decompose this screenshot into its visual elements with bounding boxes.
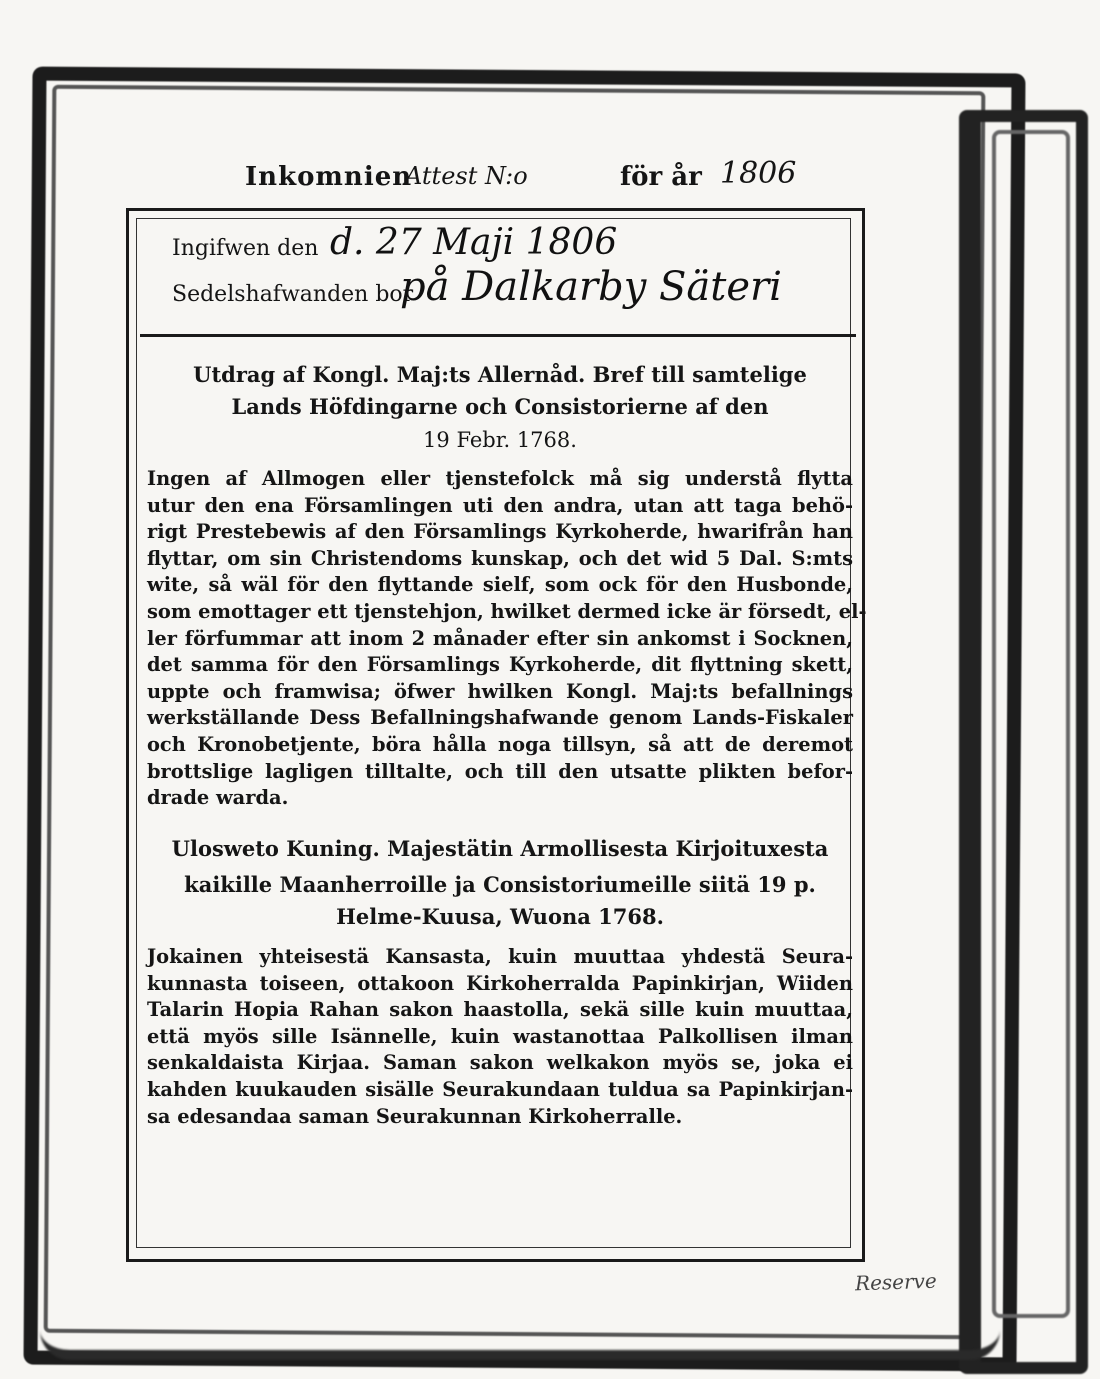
swedish-paragraph bbox=[147, 466, 867, 812]
finnish-line: että myös sille Isännelle, kuin wastanottaa Palkollisen ilman bbox=[147, 1024, 853, 1048]
residence-value-handwritten: på Dalkarby Säteri bbox=[400, 264, 782, 310]
finnish-paragraph bbox=[147, 944, 853, 1130]
swedish-title-line3: 19 Febr. 1768. bbox=[423, 428, 577, 452]
swedish-line: det samma för den Församlings Kyrkoherde, dit flyttning skett, bbox=[147, 653, 853, 677]
swedish-title-line2: Lands Höfdingarne och Consistorierne af den bbox=[231, 394, 769, 419]
finnish-line: senkaldaista Kirjaa. Saman sakon welkakon myös se, joka ei bbox=[147, 1051, 853, 1075]
swedish-line: uppte och framwisa; öfwer hwilken Kongl. Maj:ts befallnings bbox=[147, 679, 853, 703]
finnish-title-line2: kaikille Maanherroille ja Consistoriumeille siitä 19 p. bbox=[184, 872, 816, 897]
swedish-line: werkställande Dess Befallningshafwande genom Lands-Fiskaler bbox=[147, 706, 853, 730]
swedish-line: rigt Prestebewis af den Församlings Kyrkoherde, hwarifrån han bbox=[147, 520, 853, 544]
swedish-line: brottslige lagligen tilltalte, och till den utsatte plikten befor- bbox=[147, 759, 853, 783]
swedish-title-line1: Utdrag af Kongl. Maj:ts Allernåd. Bref till samtelige bbox=[193, 362, 807, 387]
swedish-line: flyttar, om sin Christendoms kunskap, och det wid 5 Dal. S:mts bbox=[147, 546, 853, 570]
residence-label: Sedelshafwanden bor bbox=[172, 282, 414, 307]
swedish-line: utur den ena Församlingen uti den andra, utan att taga behö- bbox=[147, 493, 853, 517]
finnish-title-line3: Helme-Kuusa, Wuona 1768. bbox=[336, 904, 664, 929]
finnish-title-line1: Ulosweto Kuning. Majestätin Armollisesta Kirjoituxesta bbox=[171, 836, 829, 861]
finnish-line: kunnasta toiseen, ottakoon Kirkoherralda Papinkirjan, Wiiden bbox=[147, 971, 853, 995]
document-header bbox=[245, 150, 825, 200]
header-inkomnien: Inkomnien bbox=[245, 162, 413, 192]
finnish-line: kahden kuukauden sisälle Seurakundaan tuldua sa Papinkirjan- bbox=[147, 1077, 853, 1101]
header-attest-no: Attest N:o bbox=[405, 162, 528, 190]
finnish-line: Jokainen yhteisestä Kansasta, kuin muuttaa yhdestä Seura- bbox=[147, 945, 853, 968]
swedish-line: Ingen af Allmogen eller tjenstefolck må sig understå flytta bbox=[147, 467, 853, 490]
header-separator bbox=[140, 334, 856, 337]
swedish-line: som emottager ett tjenstehjon, hwilket dermed icke är försedt, el- bbox=[147, 599, 867, 623]
swedish-line: och Kronobetjente, böra hålla noga tillsyn, så att de deremot bbox=[147, 732, 853, 756]
swedish-line: ler förfummar att inom 2 månader efter sin ankomst i Socknen, bbox=[147, 626, 853, 650]
header-for-ar: för år bbox=[620, 162, 702, 192]
ingifwen-date-handwritten: d. 27 Maji 1806 bbox=[330, 222, 618, 263]
header-year-handwritten: 1806 bbox=[720, 156, 797, 191]
ingifwen-label: Ingifwen den bbox=[172, 236, 319, 261]
paper-stack-edge-inner bbox=[992, 130, 1070, 1318]
footer-scrawl: Reserve bbox=[854, 1268, 938, 1296]
swedish-line: wite, så wäl för den flyttande sielf, som ock för den Husbonde, bbox=[147, 573, 853, 597]
finnish-line: Talarin Hopia Rahan sakon haastolla, sekä sille kuin muuttaa, bbox=[147, 998, 853, 1022]
swedish-line: drade warda. bbox=[147, 786, 289, 810]
finnish-line: sa edesandaa saman Seurakunnan Kirkoherralle. bbox=[147, 1104, 683, 1128]
